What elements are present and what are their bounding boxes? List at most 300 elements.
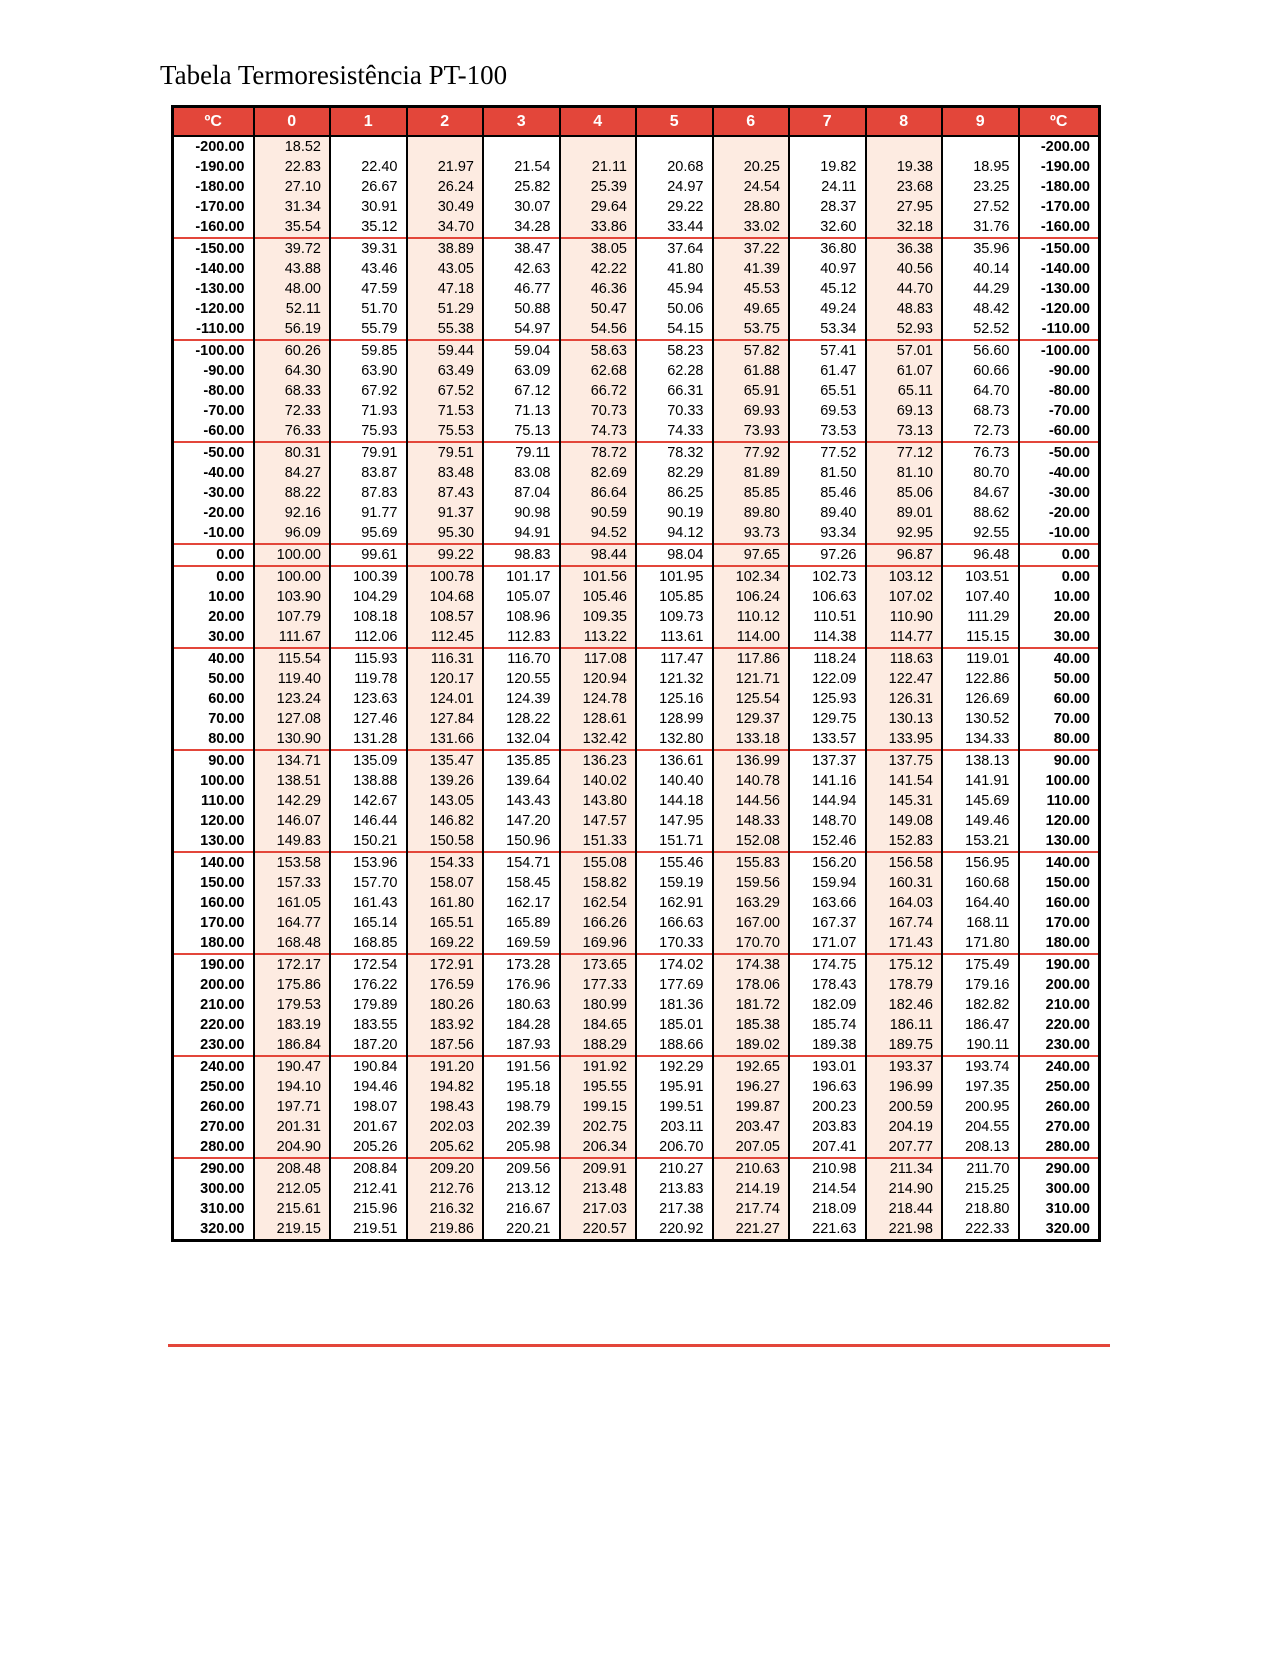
temperature-label: 180.00	[173, 933, 254, 954]
resistance-cell: 94.91	[483, 523, 560, 544]
table-row	[173, 544, 1100, 566]
resistance-cell: 40.56	[866, 259, 943, 279]
table-row	[173, 523, 1100, 544]
resistance-cell: 120.94	[560, 669, 637, 689]
temperature-label: 130.00	[173, 831, 254, 852]
resistance-cell: 105.07	[483, 587, 560, 607]
resistance-cell: 95.30	[407, 523, 484, 544]
resistance-cell: 80.31	[254, 442, 331, 463]
temperature-label: 250.00	[173, 1077, 254, 1097]
resistance-cell: 112.06	[330, 627, 407, 648]
resistance-cell: 188.66	[636, 1035, 713, 1056]
resistance-cell: 114.77	[866, 627, 943, 648]
resistance-cell: 44.70	[866, 279, 943, 299]
temperature-label-right: 220.00	[1019, 1015, 1100, 1035]
resistance-cell: 123.63	[330, 689, 407, 709]
resistance-cell: 208.84	[330, 1158, 407, 1179]
temperature-label: -150.00	[173, 238, 254, 259]
resistance-cell: 79.91	[330, 442, 407, 463]
resistance-cell: 173.28	[483, 954, 560, 975]
resistance-cell: 151.33	[560, 831, 637, 852]
resistance-cell: 26.67	[330, 177, 407, 197]
resistance-cell: 178.43	[789, 975, 866, 995]
resistance-cell: 92.16	[254, 503, 331, 523]
resistance-cell: 119.78	[330, 669, 407, 689]
resistance-cell: 65.51	[789, 381, 866, 401]
resistance-cell: 155.08	[560, 852, 637, 873]
resistance-cell: 51.29	[407, 299, 484, 319]
resistance-cell: 140.78	[713, 771, 790, 791]
resistance-cell: 126.31	[866, 689, 943, 709]
resistance-cell: 153.58	[254, 852, 331, 873]
temperature-label: 290.00	[173, 1158, 254, 1179]
resistance-cell: 123.24	[254, 689, 331, 709]
resistance-cell: 213.12	[483, 1179, 560, 1199]
resistance-cell: 104.68	[407, 587, 484, 607]
resistance-cell: 107.02	[866, 587, 943, 607]
resistance-cell	[560, 136, 637, 157]
resistance-cell: 49.24	[789, 299, 866, 319]
resistance-cell: 203.11	[636, 1117, 713, 1137]
resistance-cell	[942, 136, 1019, 157]
resistance-cell: 79.51	[407, 442, 484, 463]
resistance-cell: 122.86	[942, 669, 1019, 689]
resistance-cell: 60.26	[254, 340, 331, 361]
resistance-cell: 136.23	[560, 750, 637, 771]
temperature-label-right: -200.00	[1019, 136, 1100, 157]
resistance-cell: 187.56	[407, 1035, 484, 1056]
resistance-cell: 163.29	[713, 893, 790, 913]
resistance-cell: 32.18	[866, 217, 943, 238]
resistance-cell: 93.34	[789, 523, 866, 544]
resistance-cell: 172.17	[254, 954, 331, 975]
temperature-label: 310.00	[173, 1199, 254, 1219]
resistance-cell: 147.95	[636, 811, 713, 831]
resistance-cell: 177.33	[560, 975, 637, 995]
temperature-label: -120.00	[173, 299, 254, 319]
resistance-cell: 133.57	[789, 729, 866, 750]
resistance-cell: 109.73	[636, 607, 713, 627]
resistance-cell: 183.19	[254, 1015, 331, 1035]
resistance-cell: 173.65	[560, 954, 637, 975]
resistance-cell: 134.71	[254, 750, 331, 771]
temperature-label: 210.00	[173, 995, 254, 1015]
resistance-cell: 145.69	[942, 791, 1019, 811]
temperature-label-right: -120.00	[1019, 299, 1100, 319]
temperature-label: 60.00	[173, 689, 254, 709]
resistance-cell: 143.80	[560, 791, 637, 811]
column-header: 1	[330, 107, 407, 137]
resistance-cell: 151.71	[636, 831, 713, 852]
resistance-cell: 121.71	[713, 669, 790, 689]
resistance-cell: 130.90	[254, 729, 331, 750]
resistance-cell: 194.82	[407, 1077, 484, 1097]
resistance-cell: 120.17	[407, 669, 484, 689]
resistance-cell: 103.12	[866, 566, 943, 587]
resistance-cell: 89.01	[866, 503, 943, 523]
table-row	[173, 587, 1100, 607]
resistance-cell: 148.33	[713, 811, 790, 831]
resistance-cell: 182.82	[942, 995, 1019, 1015]
resistance-cell: 19.82	[789, 157, 866, 177]
temperature-label-right: 70.00	[1019, 709, 1100, 729]
resistance-cell: 40.97	[789, 259, 866, 279]
resistance-cell: 137.37	[789, 750, 866, 771]
temperature-label-right: 240.00	[1019, 1056, 1100, 1077]
temperature-label-right: -10.00	[1019, 523, 1100, 544]
table-row	[173, 483, 1100, 503]
resistance-cell: 188.29	[560, 1035, 637, 1056]
resistance-cell: 78.72	[560, 442, 637, 463]
resistance-cell: 185.38	[713, 1015, 790, 1035]
resistance-cell: 40.14	[942, 259, 1019, 279]
resistance-cell: 35.96	[942, 238, 1019, 259]
table-row	[173, 319, 1100, 340]
resistance-cell: 64.70	[942, 381, 1019, 401]
resistance-cell: 108.18	[330, 607, 407, 627]
resistance-cell: 166.63	[636, 913, 713, 933]
temperature-label-right: 60.00	[1019, 689, 1100, 709]
resistance-cell: 75.13	[483, 421, 560, 442]
resistance-cell: 43.88	[254, 259, 331, 279]
resistance-cell: 82.29	[636, 463, 713, 483]
resistance-cell: 199.51	[636, 1097, 713, 1117]
resistance-cell: 99.22	[407, 544, 484, 566]
column-header: 2	[407, 107, 484, 137]
resistance-cell: 174.38	[713, 954, 790, 975]
resistance-cell: 47.18	[407, 279, 484, 299]
resistance-cell: 206.70	[636, 1137, 713, 1158]
resistance-cell: 43.05	[407, 259, 484, 279]
resistance-cell: 150.21	[330, 831, 407, 852]
resistance-cell: 139.26	[407, 771, 484, 791]
resistance-cell: 63.90	[330, 361, 407, 381]
resistance-cell: 215.61	[254, 1199, 331, 1219]
resistance-cell: 156.20	[789, 852, 866, 873]
resistance-cell: 101.17	[483, 566, 560, 587]
resistance-cell: 182.46	[866, 995, 943, 1015]
resistance-cell: 33.02	[713, 217, 790, 238]
resistance-cell: 217.38	[636, 1199, 713, 1219]
temperature-label: -40.00	[173, 463, 254, 483]
resistance-cell: 42.63	[483, 259, 560, 279]
resistance-cell: 136.61	[636, 750, 713, 771]
resistance-cell: 110.90	[866, 607, 943, 627]
table-row	[173, 893, 1100, 913]
temperature-label: 110.00	[173, 791, 254, 811]
temperature-label: 320.00	[173, 1219, 254, 1241]
resistance-cell: 18.52	[254, 136, 331, 157]
resistance-cell: 103.51	[942, 566, 1019, 587]
column-header: 5	[636, 107, 713, 137]
table-row	[173, 852, 1100, 873]
table-row	[173, 873, 1100, 893]
temperature-label: 150.00	[173, 873, 254, 893]
resistance-cell: 56.60	[942, 340, 1019, 361]
resistance-cell: 150.96	[483, 831, 560, 852]
resistance-cell: 48.00	[254, 279, 331, 299]
resistance-cell: 182.09	[789, 995, 866, 1015]
resistance-cell: 194.10	[254, 1077, 331, 1097]
resistance-cell: 105.46	[560, 587, 637, 607]
resistance-cell: 176.22	[330, 975, 407, 995]
resistance-cell: 171.43	[866, 933, 943, 954]
resistance-cell: 184.28	[483, 1015, 560, 1035]
resistance-cell: 181.72	[713, 995, 790, 1015]
table-row	[173, 1077, 1100, 1097]
resistance-cell: 212.41	[330, 1179, 407, 1199]
temperature-label-right: 200.00	[1019, 975, 1100, 995]
resistance-cell: 58.63	[560, 340, 637, 361]
resistance-cell: 85.06	[866, 483, 943, 503]
resistance-cell	[866, 136, 943, 157]
table-row	[173, 1199, 1100, 1219]
temperature-label-right: -20.00	[1019, 503, 1100, 523]
resistance-cell: 189.75	[866, 1035, 943, 1056]
resistance-cell: 91.37	[407, 503, 484, 523]
resistance-cell: 75.53	[407, 421, 484, 442]
temperature-label: -180.00	[173, 177, 254, 197]
resistance-cell: 121.32	[636, 669, 713, 689]
resistance-cell: 127.08	[254, 709, 331, 729]
temperature-label-right: 40.00	[1019, 648, 1100, 669]
resistance-cell: 137.75	[866, 750, 943, 771]
resistance-cell: 203.47	[713, 1117, 790, 1137]
resistance-cell: 154.33	[407, 852, 484, 873]
resistance-cell: 174.02	[636, 954, 713, 975]
resistance-cell: 156.95	[942, 852, 1019, 873]
table-row	[173, 689, 1100, 709]
resistance-cell: 67.92	[330, 381, 407, 401]
resistance-cell: 85.85	[713, 483, 790, 503]
resistance-cell: 73.53	[789, 421, 866, 442]
resistance-cell: 94.52	[560, 523, 637, 544]
temperature-label-right: -130.00	[1019, 279, 1100, 299]
table-row	[173, 259, 1100, 279]
resistance-cell: 81.50	[789, 463, 866, 483]
resistance-cell: 115.54	[254, 648, 331, 669]
temperature-label: 70.00	[173, 709, 254, 729]
table-row	[173, 136, 1100, 157]
temperature-label: 50.00	[173, 669, 254, 689]
resistance-cell: 52.52	[942, 319, 1019, 340]
resistance-cell: 158.82	[560, 873, 637, 893]
temperature-label: 300.00	[173, 1179, 254, 1199]
resistance-cell: 27.10	[254, 177, 331, 197]
temperature-label-right: -80.00	[1019, 381, 1100, 401]
resistance-cell: 111.67	[254, 627, 331, 648]
resistance-cell: 149.83	[254, 831, 331, 852]
resistance-cell: 124.39	[483, 689, 560, 709]
resistance-cell: 29.22	[636, 197, 713, 217]
table-row	[173, 421, 1100, 442]
resistance-cell: 59.44	[407, 340, 484, 361]
resistance-cell: 180.63	[483, 995, 560, 1015]
resistance-cell: 84.67	[942, 483, 1019, 503]
resistance-cell: 140.02	[560, 771, 637, 791]
resistance-cell: 197.71	[254, 1097, 331, 1117]
table-row	[173, 709, 1100, 729]
resistance-cell: 164.77	[254, 913, 331, 933]
resistance-cell: 141.54	[866, 771, 943, 791]
resistance-cell: 178.79	[866, 975, 943, 995]
resistance-cell: 168.85	[330, 933, 407, 954]
resistance-cell: 186.11	[866, 1015, 943, 1035]
resistance-cell: 48.42	[942, 299, 1019, 319]
resistance-cell: 215.25	[942, 1179, 1019, 1199]
resistance-cell: 216.32	[407, 1199, 484, 1219]
resistance-cell: 117.08	[560, 648, 637, 669]
resistance-cell: 124.01	[407, 689, 484, 709]
resistance-cell: 134.33	[942, 729, 1019, 750]
resistance-cell: 221.27	[713, 1219, 790, 1241]
resistance-cell: 210.27	[636, 1158, 713, 1179]
resistance-cell: 62.28	[636, 361, 713, 381]
resistance-cell: 72.73	[942, 421, 1019, 442]
resistance-cell: 147.20	[483, 811, 560, 831]
temperature-label-right: 130.00	[1019, 831, 1100, 852]
temperature-label: 120.00	[173, 811, 254, 831]
resistance-cell: 161.80	[407, 893, 484, 913]
temperature-label: 30.00	[173, 627, 254, 648]
table-row	[173, 1179, 1100, 1199]
temperature-label-right: 20.00	[1019, 607, 1100, 627]
resistance-cell: 213.83	[636, 1179, 713, 1199]
resistance-cell: 30.07	[483, 197, 560, 217]
resistance-cell: 112.45	[407, 627, 484, 648]
resistance-cell: 102.73	[789, 566, 866, 587]
temperature-label-right: 150.00	[1019, 873, 1100, 893]
resistance-cell: 76.33	[254, 421, 331, 442]
resistance-cell: 94.12	[636, 523, 713, 544]
resistance-cell: 25.39	[560, 177, 637, 197]
resistance-cell: 50.47	[560, 299, 637, 319]
resistance-cell: 185.74	[789, 1015, 866, 1035]
resistance-cell: 200.95	[942, 1097, 1019, 1117]
table-row	[173, 913, 1100, 933]
temperature-label: 170.00	[173, 913, 254, 933]
temperature-label-right: -70.00	[1019, 401, 1100, 421]
resistance-cell: 76.73	[942, 442, 1019, 463]
resistance-cell: 92.55	[942, 523, 1019, 544]
resistance-cell: 142.29	[254, 791, 331, 811]
resistance-cell: 39.31	[330, 238, 407, 259]
resistance-cell: 87.43	[407, 483, 484, 503]
table-row	[173, 442, 1100, 463]
temperature-label-right: 280.00	[1019, 1137, 1100, 1158]
resistance-cell: 186.84	[254, 1035, 331, 1056]
resistance-cell: 128.99	[636, 709, 713, 729]
resistance-cell: 74.73	[560, 421, 637, 442]
resistance-cell: 198.79	[483, 1097, 560, 1117]
resistance-cell: 43.46	[330, 259, 407, 279]
resistance-cell: 135.85	[483, 750, 560, 771]
table-row	[173, 811, 1100, 831]
resistance-cell: 102.34	[713, 566, 790, 587]
page-title: Tabela Termoresistência PT-100	[160, 60, 508, 90]
resistance-cell: 57.82	[713, 340, 790, 361]
resistance-cell: 204.55	[942, 1117, 1019, 1137]
temperature-label: 160.00	[173, 893, 254, 913]
resistance-cell: 100.78	[407, 566, 484, 587]
resistance-cell: 212.76	[407, 1179, 484, 1199]
resistance-cell: 189.38	[789, 1035, 866, 1056]
resistance-cell: 81.10	[866, 463, 943, 483]
resistance-cell: 53.34	[789, 319, 866, 340]
temperature-label: -70.00	[173, 401, 254, 421]
resistance-cell: 126.69	[942, 689, 1019, 709]
resistance-cell: 56.19	[254, 319, 331, 340]
resistance-cell: 205.26	[330, 1137, 407, 1158]
resistance-cell: 152.46	[789, 831, 866, 852]
resistance-cell: 149.46	[942, 811, 1019, 831]
resistance-cell: 181.36	[636, 995, 713, 1015]
resistance-cell: 88.62	[942, 503, 1019, 523]
resistance-cell: 67.52	[407, 381, 484, 401]
column-header: 0	[254, 107, 331, 137]
resistance-cell: 209.91	[560, 1158, 637, 1179]
resistance-cell: 179.16	[942, 975, 1019, 995]
resistance-cell: 202.39	[483, 1117, 560, 1137]
resistance-cell: 220.21	[483, 1219, 560, 1241]
resistance-cell: 183.55	[330, 1015, 407, 1035]
column-header: 7	[789, 107, 866, 137]
resistance-cell: 125.93	[789, 689, 866, 709]
temperature-label-right: -40.00	[1019, 463, 1100, 483]
resistance-cell: 38.47	[483, 238, 560, 259]
resistance-cell: 214.19	[713, 1179, 790, 1199]
resistance-cell: 57.41	[789, 340, 866, 361]
resistance-cell: 128.61	[560, 709, 637, 729]
resistance-cell: 50.06	[636, 299, 713, 319]
resistance-cell: 138.88	[330, 771, 407, 791]
resistance-cell: 20.25	[713, 157, 790, 177]
resistance-cell: 169.96	[560, 933, 637, 954]
resistance-cell: 31.76	[942, 217, 1019, 238]
temperature-label: -20.00	[173, 503, 254, 523]
table-body	[173, 136, 1100, 1241]
resistance-cell: 63.49	[407, 361, 484, 381]
temperature-label-right: 210.00	[1019, 995, 1100, 1015]
temperature-label: -80.00	[173, 381, 254, 401]
resistance-cell: 185.01	[636, 1015, 713, 1035]
table-row	[173, 1015, 1100, 1035]
resistance-cell: 166.26	[560, 913, 637, 933]
resistance-cell: 77.12	[866, 442, 943, 463]
resistance-cell: 165.14	[330, 913, 407, 933]
resistance-cell: 116.70	[483, 648, 560, 669]
temperature-label: -60.00	[173, 421, 254, 442]
resistance-cell: 160.31	[866, 873, 943, 893]
resistance-cell: 27.95	[866, 197, 943, 217]
temperature-label: -140.00	[173, 259, 254, 279]
resistance-cell: 171.07	[789, 933, 866, 954]
resistance-cell: 211.34	[866, 1158, 943, 1179]
resistance-cell: 133.18	[713, 729, 790, 750]
table-row	[173, 381, 1100, 401]
resistance-cell: 33.44	[636, 217, 713, 238]
footer-divider	[168, 1344, 1110, 1347]
resistance-cell: 176.96	[483, 975, 560, 995]
resistance-cell: 87.04	[483, 483, 560, 503]
resistance-cell: 114.00	[713, 627, 790, 648]
resistance-cell: 54.97	[483, 319, 560, 340]
resistance-cell: 143.05	[407, 791, 484, 811]
resistance-cell: 109.35	[560, 607, 637, 627]
temperature-label: -170.00	[173, 197, 254, 217]
resistance-cell: 34.70	[407, 217, 484, 238]
resistance-cell: 92.95	[866, 523, 943, 544]
